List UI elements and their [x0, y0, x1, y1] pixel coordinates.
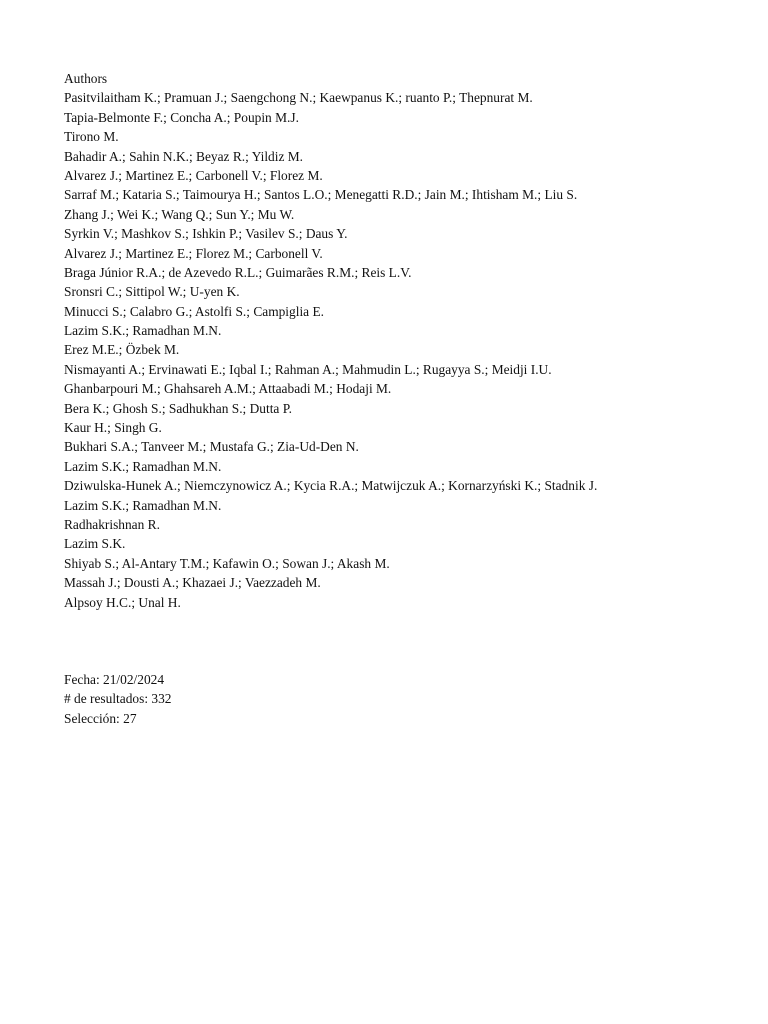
author-line: Alvarez J.; Martinez E.; Carbonell V.; Florez M.	[64, 167, 323, 183]
results-count-line: # de resultados: 332	[64, 691, 172, 707]
author-line: Bukhari S.A.; Tanveer M.; Mustafa G.; Zia-Ud-Den N.	[64, 439, 359, 455]
author-line: Lazim S.K.; Ramadhan M.N.	[64, 497, 222, 513]
author-line: Erez M.E.; Özbek M.	[64, 342, 180, 358]
date-line: Fecha: 21/02/2024	[64, 672, 165, 687]
author-line: Braga Júnior R.A.; de Azevedo R.L.; Guimarães R.M.; Reis L.V.	[64, 264, 412, 280]
author-line: Dziwulska-Hunek A.; Niemczynowicz A.; Kycia R.A.; Matwijczuk A.; Kornarzyński K.; Stadnik J.	[64, 478, 598, 494]
author-line: Tirono M.	[64, 129, 119, 145]
authors-list	[64, 69, 748, 612]
author-line: Pasitvilaitham K.; Pramuan J.; Saengchong N.; Kaewpanus K.; ruanto P.; Thepnurat M.	[64, 90, 533, 106]
author-line: Minucci S.; Calabro G.; Astolfi S.; Campiglia E.	[64, 303, 324, 319]
authors-header: Authors	[64, 71, 108, 86]
author-line: Lazim S.K.; Ramadhan M.N.	[64, 458, 222, 474]
summary-block	[64, 670, 171, 728]
author-line: Bahadir A.; Sahin N.K.; Beyaz R.; Yildiz M.	[64, 148, 304, 164]
author-line: Shiyab S.; Al-Antary T.M.; Kafawin O.; Sowan J.; Akash M.	[64, 555, 390, 571]
author-line: Tapia-Belmonte F.; Concha A.; Poupin M.J.	[64, 109, 299, 125]
author-line: Syrkin V.; Mashkov S.; Ishkin P.; Vasilev S.; Daus Y.	[64, 226, 348, 242]
author-line: Lazim S.K.	[64, 536, 126, 552]
author-line: Nismayanti A.; Ervinawati E.; Iqbal I.; Rahman A.; Mahmudin L.; Rugayya S.; Meidji I.U.	[64, 361, 552, 377]
author-line: Kaur H.; Singh G.	[64, 420, 162, 436]
author-line: Alvarez J.; Martinez E.; Florez M.; Carbonell V.	[64, 245, 323, 261]
author-line: Ghanbarpouri M.; Ghahsareh A.M.; Attaabadi M.; Hodaji M.	[64, 381, 392, 397]
author-line: Lazim S.K.; Ramadhan M.N.	[64, 323, 222, 339]
author-line: Sarraf M.; Kataria S.; Taimourya H.; Santos L.O.; Menegatti R.D.; Jain M.; Ihtisham M.; Liu S.	[64, 187, 578, 203]
author-line: Sronsri C.; Sittipol W.; U-yen K.	[64, 284, 240, 300]
selection-count-line: Selección: 27	[64, 710, 137, 726]
author-line: Bera K.; Ghosh S.; Sadhukhan S.; Dutta P.	[64, 400, 293, 416]
author-line: Radhakrishnan R.	[64, 516, 160, 532]
author-line: Alpsoy H.C.; Unal H.	[64, 594, 181, 610]
author-line: Zhang J.; Wei K.; Wang Q.; Sun Y.; Mu W.	[64, 206, 295, 222]
author-line: Massah J.; Dousti A.; Khazaei J.; Vaezzadeh M.	[64, 575, 321, 591]
